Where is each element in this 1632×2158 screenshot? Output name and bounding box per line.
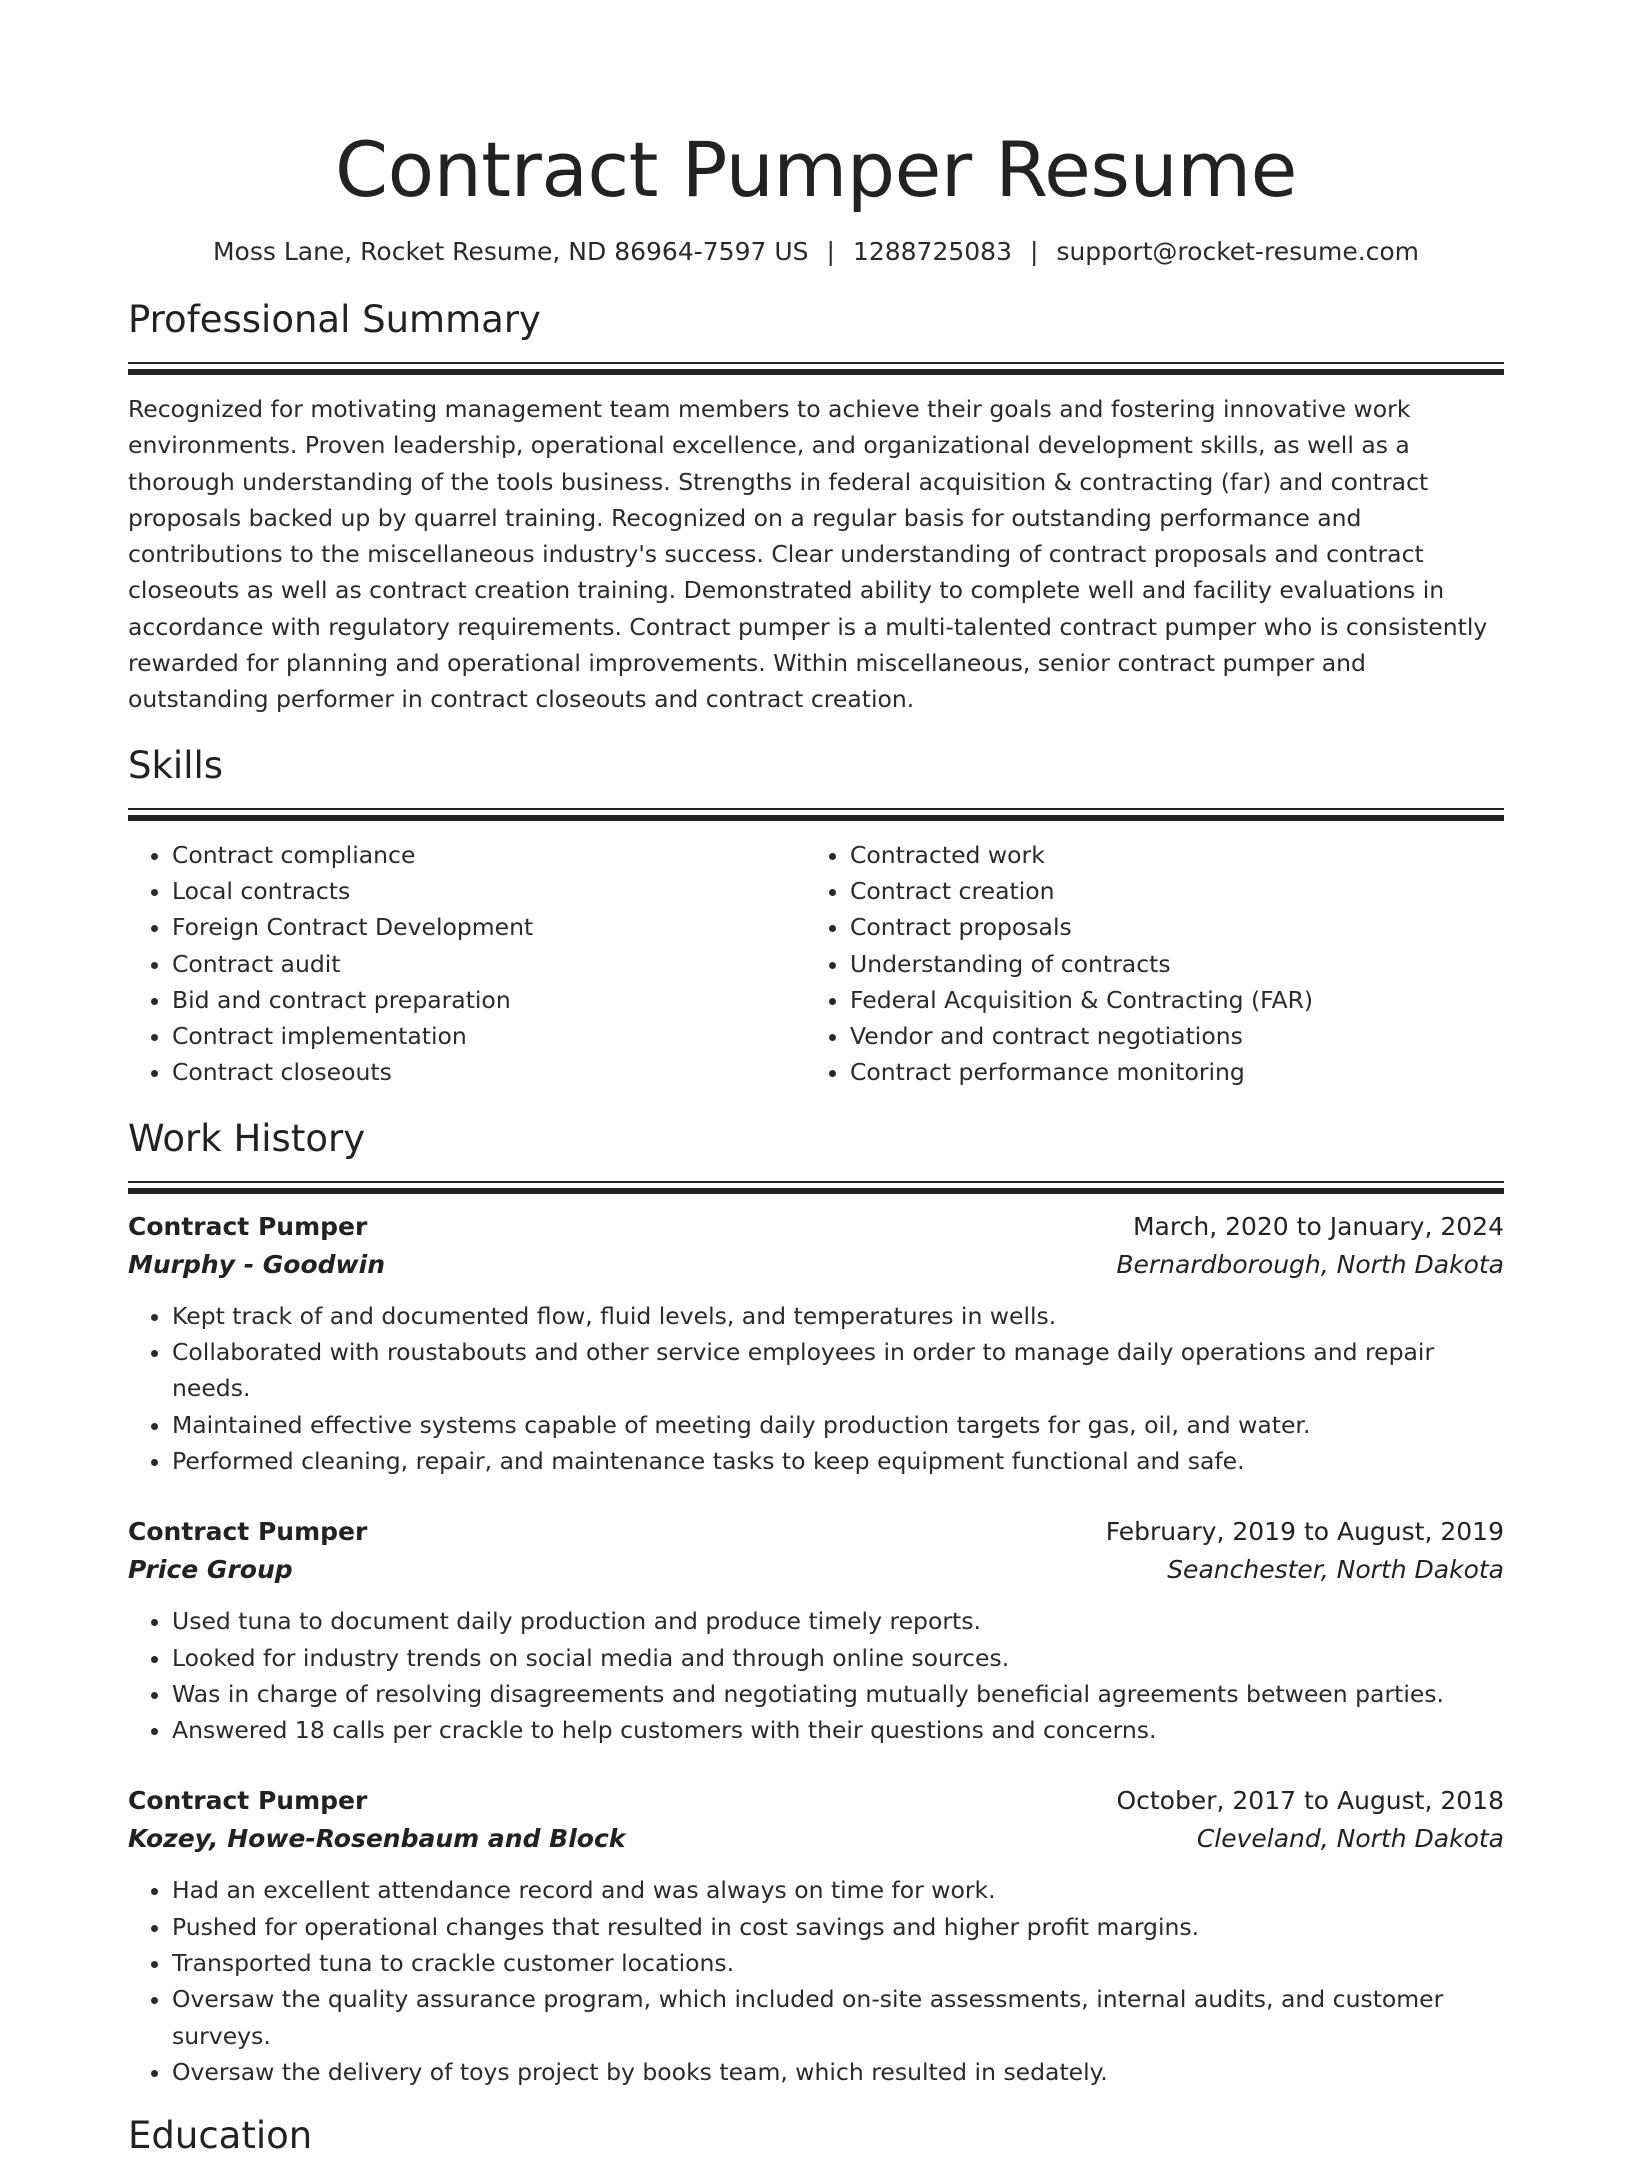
skill-item: • Foreign Contract Development: [172, 909, 806, 945]
section-heading-education: Education: [128, 2114, 313, 2158]
skill-item: • Contract performance monitoring: [850, 1054, 1484, 1090]
job-duty: • Oversaw the quality assurance program, which included on-site assessments, internal audits, and customer surveys.: [172, 1981, 1504, 2054]
job-entry: [128, 1208, 1504, 1479]
job-dates: October, 2017 to August, 2018: [1116, 1786, 1504, 1816]
skill-item: • Contract proposals: [850, 909, 1484, 945]
skill-item: • Contract implementation: [172, 1018, 806, 1054]
job-location: Seanchester, North Dakota: [1167, 1555, 1504, 1585]
section-heading-summary: Professional Summary: [128, 298, 541, 341]
skill-item: • Contract compliance: [172, 837, 806, 873]
professional-summary-section: [128, 298, 1504, 718]
skill-item: • Local contracts: [172, 873, 806, 909]
education-section: [128, 2114, 1504, 2158]
section-divider: [128, 1181, 1504, 1183]
job-duty: • Pushed for operational changes that resulted in cost savings and higher profit margins.: [172, 1909, 1504, 1945]
job-duty: • Collaborated with roustabouts and other service employees in order to manage daily operations and repair needs.: [172, 1334, 1504, 1407]
contact-address: Moss Lane, Rocket Resume, ND 86964-7597 US: [212, 237, 809, 266]
skills-column-left: [128, 837, 806, 1091]
section-divider: [128, 362, 1504, 364]
skill-item: • Understanding of contracts: [850, 946, 1484, 982]
resume-title: Contract Pumper Resume: [335, 125, 1297, 214]
contact-separator: |: [826, 237, 835, 266]
resume-page: [128, 0, 1504, 2158]
section-divider: [128, 808, 1504, 810]
job-company: Murphy - Goodwin: [128, 1249, 386, 1279]
job-duties: [128, 1872, 1504, 2090]
job-duty: • Kept track of and documented flow, fluid levels, and temperatures in wells.: [172, 1298, 1504, 1334]
section-divider: [128, 369, 1504, 375]
skill-item: • Federal Acquisition & Contracting (FAR): [850, 982, 1484, 1018]
job-duty: • Was in charge of resolving disagreements and negotiating mutually beneficial agreements between parties.: [172, 1676, 1504, 1712]
skill-item: • Contract creation: [850, 873, 1484, 909]
job-duty: • Oversaw the delivery of toys project by books team, which resulted in sedately.: [172, 2054, 1504, 2090]
job-title: Contract Pumper: [128, 1517, 368, 1547]
section-divider: [128, 1188, 1504, 1194]
job-entry: [128, 1513, 1504, 1748]
contact-line: [128, 236, 1504, 268]
job-duty: • Answered 18 calls per crackle to help customers with their questions and concerns.: [172, 1712, 1504, 1748]
skill-item: • Contracted work: [850, 837, 1484, 873]
section-heading-skills: Skills: [128, 743, 224, 787]
skill-item: • Vendor and contract negotiations: [850, 1018, 1484, 1054]
job-duty: • Used tuna to document daily production and produce timely reports.: [172, 1603, 1504, 1639]
job-title: Contract Pumper: [128, 1211, 368, 1241]
skills-column-right: [806, 837, 1484, 1091]
contact-separator: |: [1030, 237, 1039, 266]
job-entry: [128, 1782, 1504, 2090]
skills-grid: [128, 837, 1504, 1091]
skill-item: • Bid and contract preparation: [172, 982, 806, 1018]
job-duty: • Transported tuna to crackle customer locations.: [172, 1945, 1504, 1981]
section-heading-work-history: Work History: [128, 1116, 366, 1160]
job-company: Kozey, Howe-Rosenbaum and Block: [128, 1824, 626, 1854]
job-location: Cleveland, North Dakota: [1196, 1824, 1504, 1854]
job-dates: March, 2020 to January, 2024: [1132, 1211, 1504, 1241]
job-duties: [128, 1298, 1504, 1479]
summary-text: Recognized for motivating management team members to achieve their goals and fostering innovative work environments. Proven leadership, operational excellence, and organizational development skills, as well as a thorough understanding of the tools business. Strengths in federal acquisition & contracting (far) and contract proposals backed up by quarrel training. Recognized on a regular basis for outstanding performance and contributions to the miscellaneous industry's success. Clear understanding of contract proposals and contract closeouts as well as contract creation training. Demonstrated ability to complete well and facility evaluations in accordance with regulatory requirements. Contract pumper is a multi-talented contract pumper who is consistently rewarded for planning and operational improvements. Within miscellaneous, senior contract pumper and outstanding performer in contract closeouts and contract creation.: [128, 395, 1488, 714]
skill-item: • Contract closeouts: [172, 1054, 806, 1090]
job-duty: • Performed cleaning, repair, and maintenance tasks to keep equipment functional and safe.: [172, 1443, 1504, 1479]
contact-email: support@rocket-resume.com: [1056, 237, 1420, 266]
work-history-section: [128, 1117, 1504, 2090]
job-duty: • Maintained effective systems capable of meeting daily production targets for gas, oil, and water.: [172, 1407, 1504, 1443]
job-duty: • Looked for industry trends on social media and through online sources.: [172, 1640, 1504, 1676]
section-divider: [128, 815, 1504, 821]
job-dates: February, 2019 to August, 2019: [1105, 1517, 1504, 1547]
job-company: Price Group: [128, 1555, 293, 1585]
job-title: Contract Pumper: [128, 1786, 368, 1816]
contact-phone: 1288725083: [852, 237, 1012, 266]
skill-item: • Contract audit: [172, 946, 806, 982]
job-duty: • Had an excellent attendance record and was always on time for work.: [172, 1872, 1504, 1908]
skills-section: [128, 744, 1504, 1091]
job-location: Bernardborough, North Dakota: [1116, 1249, 1504, 1279]
job-duties: [128, 1603, 1504, 1748]
